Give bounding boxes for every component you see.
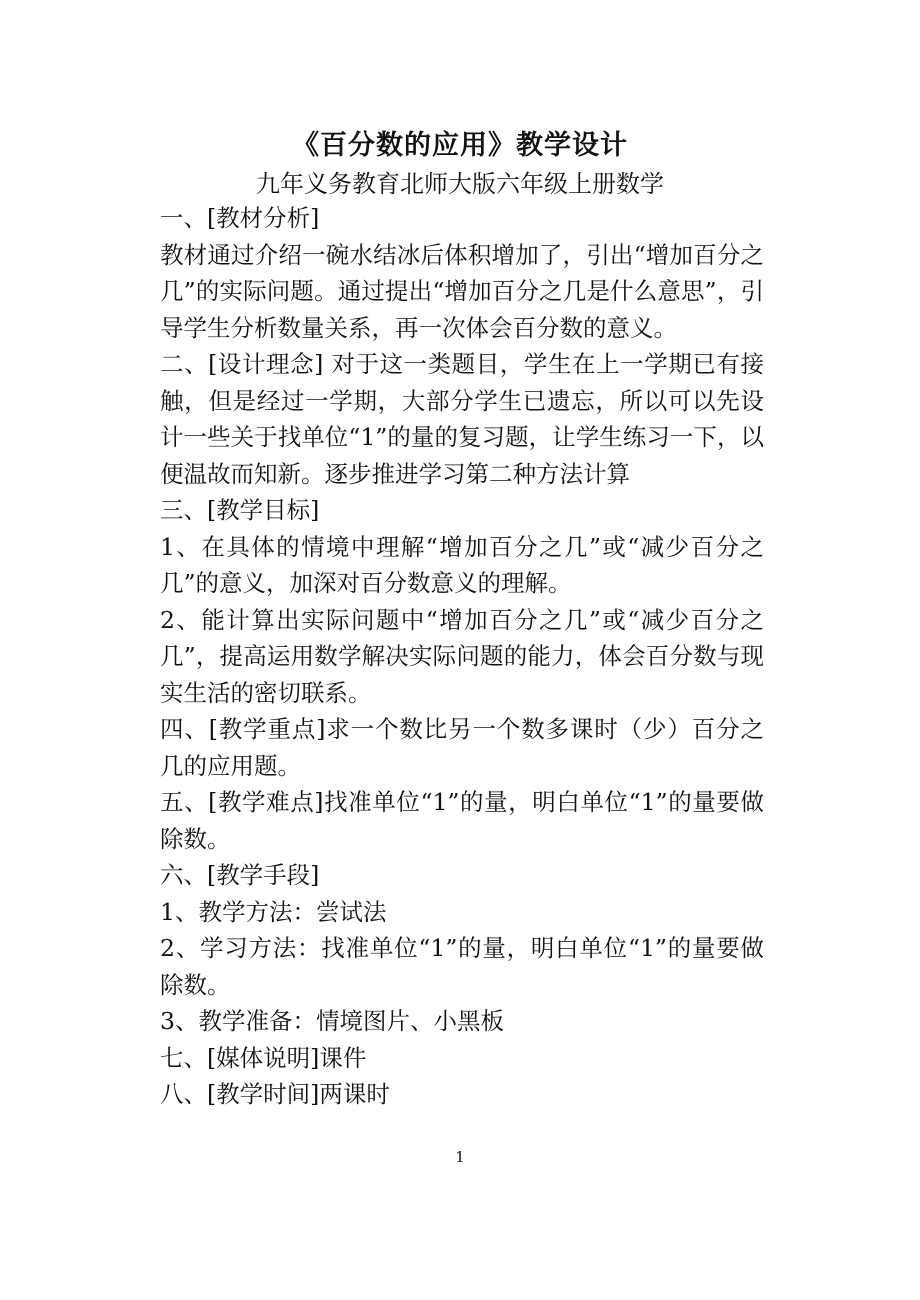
paragraph-goal-2: 2、能计算出实际问题中“增加百分之几”或“减少百分之几”，提高运用数学解决实际问题的能力，体会百分数与现实生活的密切联系。: [160, 605, 764, 707]
section-heading-textbook-analysis: 一、[教材分析]: [160, 204, 320, 232]
paragraph-teaching-time: 八、[教学时间]两课时: [160, 1080, 390, 1108]
document-subtitle: 九年义务教育北师大版六年级上册数学: [256, 170, 664, 198]
document-body: [160, 200, 764, 1113]
paragraph-media-description: 七、[媒体说明]课件: [160, 1043, 367, 1072]
paragraph-teaching-method: 1、教学方法：尝试法: [160, 897, 387, 926]
paragraph-key-point: 四、[教学重点]求一个数比另一个数多课时（少）百分之几的应用题。: [160, 715, 764, 780]
paragraph-teaching-preparation: 3、教学准备：情境图片、小黑板: [160, 1007, 504, 1035]
section-heading-teaching-goals: 三、[教学目标]: [160, 496, 320, 524]
paragraph-learning-method: 2、学习方法：找准单位“1”的量，明白单位“1”的量要做除数。: [160, 934, 764, 999]
paragraph-textbook-analysis: 教材通过介绍一碗水结冰后体积增加了，引出“增加百分之几”的实际问题。通过提出“增加百分之几是什么意思”，引导学生分析数量关系，再一次体会百分数的意义。: [160, 240, 764, 342]
paragraph-difficult-point: 五、[教学难点]找准单位“1”的量，明白单位“1”的量要做除数。: [160, 788, 764, 853]
section-heading-teaching-means: 六、[教学手段]: [160, 861, 320, 889]
paragraph-design-concept: 二、[设计理念] 对于这一类题目，学生在上一学期已有接触，但是经过一学期，大部分学生已遗忘，所以可以先设计一些关于找单位“1”的量的复习题，让学生练习一下，以便温故而知新。逐步推进学习第二种方法计算: [160, 350, 764, 488]
page-number: 1: [455, 1148, 465, 1166]
document-title: 《百分数的应用》教学设计: [292, 130, 628, 161]
paragraph-goal-1: 1、在具体的情境中理解“增加百分之几”或“减少百分之几”的意义，加深对百分数意义的理解。: [160, 532, 764, 597]
